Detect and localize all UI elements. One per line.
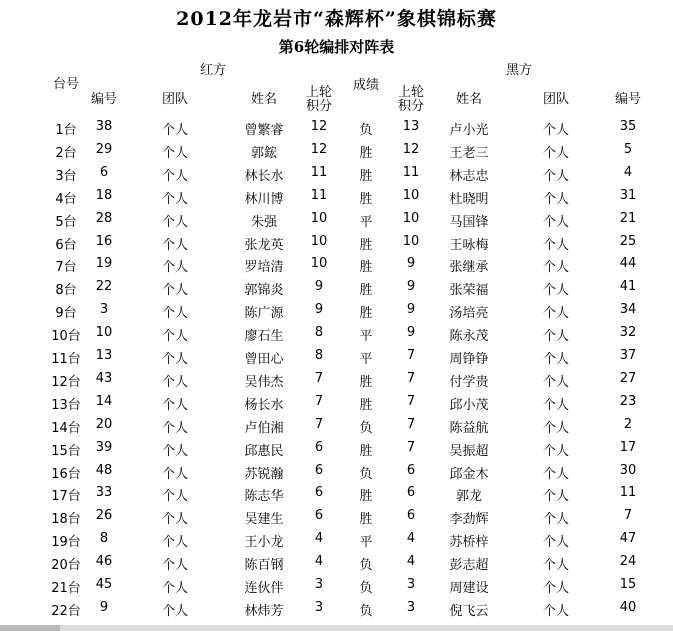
cell-board: 18台 — [51, 512, 81, 528]
cell-red-no: 10 — [95, 325, 113, 341]
cell-red-name: 朱强 — [250, 214, 277, 230]
cell-result: 平 — [359, 329, 373, 345]
cell-board: 14台 — [51, 420, 81, 436]
cell-black-name: 马国锋 — [449, 214, 489, 230]
cell-red-no: 8 — [99, 531, 109, 547]
cell-red-name: 吴伟杰 — [244, 374, 284, 390]
cell-red-no: 20 — [95, 416, 113, 432]
cell-black-points: 6 — [406, 485, 416, 501]
table-row — [0, 437, 673, 460]
cell-red-name: 郭鋐 — [250, 145, 277, 161]
table-row — [0, 345, 673, 368]
cell-red-points: 6 — [314, 508, 324, 524]
cell-black-points: 7 — [406, 416, 416, 432]
cell-red-team: 个人 — [161, 489, 188, 505]
cell-board: 13台 — [51, 397, 81, 413]
table-row — [0, 414, 673, 437]
cell-red-no: 43 — [95, 370, 113, 386]
cell-red-no: 39 — [95, 439, 113, 455]
cell-red-no: 22 — [95, 279, 113, 295]
header-red-no: 编号 — [90, 92, 117, 107]
cell-black-points: 3 — [406, 599, 416, 615]
cell-red-points: 8 — [314, 325, 324, 341]
page-subtitle: 第6轮编排对阵表 — [278, 38, 395, 56]
cell-black-points: 3 — [406, 577, 416, 592]
cell-black-team: 个人 — [542, 168, 569, 184]
cell-black-name: 汤培亮 — [449, 306, 489, 322]
cell-black-no: 34 — [619, 302, 637, 318]
cell-black-no: 30 — [619, 462, 637, 478]
cell-red-name: 张龙英 — [244, 237, 284, 253]
cell-result: 胜 — [359, 306, 373, 322]
cell-black-name: 彭志超 — [449, 558, 489, 574]
cell-red-name: 卢伯湘 — [244, 420, 284, 436]
cell-board: 3台 — [55, 168, 77, 184]
cell-black-no: 37 — [619, 348, 637, 363]
cell-black-team: 个人 — [542, 191, 569, 207]
cell-red-team: 个人 — [161, 123, 188, 138]
cell-red-name: 林川博 — [244, 191, 284, 207]
cell-red-points: 10 — [310, 210, 328, 226]
cell-red-team: 个人 — [161, 581, 188, 596]
cell-black-team: 个人 — [542, 603, 569, 619]
cell-red-team: 个人 — [161, 260, 188, 276]
cell-result: 胜 — [359, 283, 373, 299]
cell-result: 胜 — [359, 443, 373, 459]
cell-result: 胜 — [359, 397, 373, 413]
cell-black-points: 7 — [406, 393, 416, 409]
cell-board: 2台 — [55, 145, 77, 161]
cell-result: 胜 — [359, 374, 373, 390]
cell-black-no: 24 — [619, 554, 637, 570]
header-red-side: 红方 — [199, 63, 226, 78]
table-row — [0, 551, 673, 574]
cell-black-points: 6 — [406, 462, 416, 478]
header-black-name: 姓名 — [455, 92, 482, 107]
cell-red-points: 10 — [310, 256, 328, 272]
cell-red-no: 19 — [95, 256, 113, 272]
cell-red-points: 9 — [314, 279, 324, 295]
cell-black-no: 15 — [619, 577, 637, 592]
cell-red-name: 罗培清 — [244, 260, 284, 276]
table-row — [0, 231, 673, 254]
cell-black-name: 邱小茂 — [449, 397, 489, 413]
cell-board: 22台 — [51, 603, 81, 619]
cell-red-points: 6 — [314, 485, 324, 501]
cell-black-points: 7 — [406, 348, 416, 363]
cell-black-name: 杜晓明 — [449, 191, 489, 207]
cell-red-team: 个人 — [161, 329, 188, 345]
cell-black-team: 个人 — [542, 123, 569, 138]
cell-black-points: 9 — [406, 325, 416, 341]
cell-black-team: 个人 — [542, 306, 569, 322]
cell-black-name: 李劲辉 — [449, 512, 489, 528]
cell-board: 11台 — [51, 352, 81, 367]
table-row — [0, 253, 673, 276]
cell-black-no: 21 — [619, 210, 637, 226]
cell-result: 负 — [359, 420, 373, 436]
cell-black-name: 陈永茂 — [449, 329, 489, 345]
cell-board: 16台 — [51, 466, 81, 482]
cell-black-name: 周铮铮 — [449, 352, 489, 367]
cell-red-team: 个人 — [161, 466, 188, 482]
cell-black-no: 5 — [623, 141, 633, 157]
header-board: 台号 — [52, 77, 79, 92]
cell-red-team: 个人 — [161, 535, 188, 551]
cell-black-team: 个人 — [542, 581, 569, 596]
cell-black-no: 41 — [619, 279, 637, 295]
cell-black-points: 7 — [406, 370, 416, 386]
cell-red-name: 陈志华 — [244, 489, 284, 505]
cell-red-name: 廖石生 — [244, 329, 284, 345]
cell-red-team: 个人 — [161, 168, 188, 184]
cell-red-team: 个人 — [161, 306, 188, 322]
page-title: 2012年龙岩市“森辉杯”象棋锦标赛 — [176, 8, 497, 30]
cell-black-name: 付学贵 — [449, 374, 489, 390]
cell-board: 9台 — [55, 306, 77, 322]
cell-red-name: 吴建生 — [244, 512, 284, 528]
cell-black-points: 9 — [406, 279, 416, 295]
cell-black-team: 个人 — [542, 420, 569, 436]
header-result: 成绩 — [352, 78, 379, 93]
cell-red-points: 4 — [314, 554, 324, 570]
cell-red-points: 4 — [314, 531, 324, 547]
cell-board: 6台 — [55, 237, 77, 253]
cell-board: 7台 — [55, 260, 77, 276]
cell-red-points: 6 — [314, 439, 324, 455]
cell-red-team: 个人 — [161, 374, 188, 390]
cell-red-no: 3 — [99, 302, 109, 318]
cell-red-points: 8 — [314, 348, 324, 363]
cell-black-no: 4 — [623, 164, 633, 180]
cell-red-team: 个人 — [161, 283, 188, 299]
cell-board: 15台 — [51, 443, 81, 459]
cell-board: 8台 — [55, 283, 77, 299]
cell-red-name: 曾田心 — [244, 352, 284, 367]
cell-black-team: 个人 — [542, 260, 569, 276]
cell-red-name: 郭锦炎 — [244, 283, 284, 299]
cell-black-name: 陈益航 — [449, 420, 489, 436]
header-red-team: 团队 — [161, 92, 188, 107]
cell-red-points: 3 — [314, 599, 324, 615]
header-black-no: 编号 — [614, 92, 641, 107]
cell-black-no: 31 — [619, 187, 637, 203]
cell-black-no: 17 — [619, 439, 637, 455]
cell-red-points: 7 — [314, 370, 324, 386]
cell-black-name: 王咏梅 — [449, 237, 489, 253]
header-black-pts-line2: 积分 — [397, 99, 424, 114]
header-red-pts-line1: 上轮 — [305, 85, 332, 100]
cell-board: 1台 — [55, 123, 77, 138]
cell-result: 胜 — [359, 489, 373, 505]
cell-black-team: 个人 — [542, 329, 569, 345]
table-row — [0, 162, 673, 185]
cell-black-points: 7 — [406, 439, 416, 455]
table-row — [0, 208, 673, 231]
cell-red-team: 个人 — [161, 558, 188, 574]
cell-black-team: 个人 — [542, 397, 569, 413]
cell-black-team: 个人 — [542, 145, 569, 161]
cell-red-team: 个人 — [161, 420, 188, 436]
cell-result: 负 — [359, 558, 373, 574]
cell-black-no: 40 — [619, 599, 637, 615]
table-row — [0, 116, 673, 139]
cell-board: 4台 — [55, 191, 77, 207]
cell-black-team: 个人 — [542, 374, 569, 390]
cell-black-no: 47 — [619, 531, 637, 547]
table-row — [0, 322, 673, 345]
cell-red-team: 个人 — [161, 191, 188, 207]
cell-black-no: 32 — [619, 325, 637, 341]
cell-black-no: 35 — [619, 119, 637, 134]
cell-black-name: 张荣福 — [449, 283, 489, 299]
cell-red-no: 18 — [95, 187, 113, 203]
cell-result: 平 — [359, 535, 373, 551]
cell-black-points: 4 — [406, 554, 416, 570]
cell-red-team: 个人 — [161, 214, 188, 230]
cell-red-no: 46 — [95, 554, 113, 570]
cell-black-no: 25 — [619, 233, 637, 249]
header-red-name: 姓名 — [250, 92, 277, 107]
cell-result: 胜 — [359, 237, 373, 253]
cell-black-team: 个人 — [542, 558, 569, 574]
cell-red-points: 12 — [310, 119, 328, 134]
cell-black-name: 张继承 — [449, 260, 489, 276]
cell-red-no: 16 — [95, 233, 113, 249]
cell-red-no: 38 — [95, 119, 113, 134]
cell-black-name: 卢小光 — [449, 123, 489, 138]
table-row — [0, 368, 673, 391]
cell-red-points: 12 — [310, 141, 328, 157]
header-red-pts-line2: 积分 — [305, 99, 332, 114]
cell-black-points: 4 — [406, 531, 416, 547]
cell-red-name: 苏锐瀚 — [244, 466, 284, 482]
cell-black-name: 倪飞云 — [449, 603, 489, 619]
cell-board: 21台 — [51, 581, 81, 596]
cell-red-name: 连伙伴 — [244, 581, 284, 596]
cell-red-points: 9 — [314, 302, 324, 318]
table-row — [0, 391, 673, 414]
cell-red-team: 个人 — [161, 397, 188, 413]
cell-board: 20台 — [51, 558, 81, 574]
table-row — [0, 574, 673, 597]
table-row — [0, 276, 673, 299]
cell-result: 胜 — [359, 191, 373, 207]
cell-board: 17台 — [51, 489, 81, 505]
cell-red-no: 28 — [95, 210, 113, 226]
table-row — [0, 528, 673, 551]
cell-black-no: 44 — [619, 256, 637, 272]
cell-red-no: 29 — [95, 141, 113, 157]
cell-result: 胜 — [359, 512, 373, 528]
cell-black-name: 吴振超 — [449, 443, 489, 459]
cell-board: 10台 — [51, 329, 81, 345]
cell-black-team: 个人 — [542, 535, 569, 551]
cell-red-points: 6 — [314, 462, 324, 478]
cell-black-team: 个人 — [542, 237, 569, 253]
cell-red-team: 个人 — [161, 443, 188, 459]
cell-black-name: 周建设 — [449, 581, 489, 596]
cell-red-points: 7 — [314, 393, 324, 409]
cell-red-no: 48 — [95, 462, 113, 478]
cell-black-no: 27 — [619, 370, 637, 386]
cell-red-team: 个人 — [161, 237, 188, 253]
cell-red-name: 杨长水 — [244, 397, 284, 413]
cell-board: 19台 — [51, 535, 81, 551]
table-row — [0, 185, 673, 208]
cell-red-team: 个人 — [161, 603, 188, 619]
cell-black-team: 个人 — [542, 489, 569, 505]
cell-red-name: 林炜芳 — [244, 603, 284, 619]
cell-red-name: 林长水 — [244, 168, 284, 184]
cell-red-name: 王小龙 — [244, 535, 284, 551]
cell-black-team: 个人 — [542, 443, 569, 459]
table-row — [0, 299, 673, 322]
header-black-pts-line1: 上轮 — [397, 85, 424, 100]
cell-black-points: 10 — [402, 233, 420, 249]
cell-black-team: 个人 — [542, 466, 569, 482]
cell-red-name: 曾繁睿 — [244, 123, 284, 138]
cell-red-points: 3 — [314, 577, 324, 592]
cell-black-points: 10 — [402, 187, 420, 203]
cell-red-no: 26 — [95, 508, 113, 524]
cell-result: 负 — [359, 581, 373, 596]
cell-red-team: 个人 — [161, 512, 188, 528]
table-row — [0, 139, 673, 162]
header-black-team: 团队 — [542, 92, 569, 107]
header-black-side: 黑方 — [505, 63, 532, 78]
cell-result: 平 — [359, 214, 373, 230]
status-bar — [0, 625, 673, 631]
cell-red-name: 陈广源 — [244, 306, 284, 322]
table-row — [0, 597, 673, 620]
cell-red-points: 10 — [310, 233, 328, 249]
cell-red-points: 11 — [310, 187, 328, 203]
cell-red-name: 陈百钢 — [244, 558, 284, 574]
cell-red-name: 邱惠民 — [244, 443, 284, 459]
cell-result: 胜 — [359, 168, 373, 184]
cell-black-points: 9 — [406, 302, 416, 318]
cell-result: 胜 — [359, 260, 373, 276]
cell-red-no: 33 — [95, 485, 113, 501]
status-bar-segment — [0, 625, 60, 631]
cell-red-no: 13 — [95, 348, 113, 363]
cell-black-name: 郭龙 — [455, 489, 482, 505]
table-row — [0, 505, 673, 528]
cell-result: 胜 — [359, 145, 373, 161]
cell-black-team: 个人 — [542, 283, 569, 299]
cell-black-name: 林志忠 — [449, 168, 489, 184]
cell-black-points: 10 — [402, 210, 420, 226]
cell-red-no: 6 — [99, 164, 109, 180]
cell-result: 负 — [359, 466, 373, 482]
cell-result: 平 — [359, 352, 373, 367]
cell-black-name: 王老三 — [449, 145, 489, 161]
cell-black-no: 23 — [619, 393, 637, 409]
cell-red-no: 14 — [95, 393, 113, 409]
table-row — [0, 460, 673, 483]
cell-board: 12台 — [51, 374, 81, 390]
cell-black-points: 13 — [402, 119, 420, 134]
cell-black-name: 邱金木 — [449, 466, 489, 482]
cell-result: 负 — [359, 603, 373, 619]
cell-black-team: 个人 — [542, 512, 569, 528]
cell-black-points: 11 — [402, 164, 420, 180]
cell-result: 负 — [359, 123, 373, 138]
cell-black-team: 个人 — [542, 214, 569, 230]
cell-black-name: 苏桥梓 — [449, 535, 489, 551]
cell-black-points: 6 — [406, 508, 416, 524]
table-row — [0, 482, 673, 505]
cell-red-team: 个人 — [161, 352, 188, 367]
cell-red-team: 个人 — [161, 145, 188, 161]
cell-black-team: 个人 — [542, 352, 569, 367]
cell-red-no: 9 — [99, 599, 109, 615]
cell-black-no: 11 — [619, 485, 637, 501]
cell-black-no: 2 — [623, 416, 633, 432]
cell-red-points: 11 — [310, 164, 328, 180]
cell-red-points: 7 — [314, 416, 324, 432]
cell-red-no: 45 — [95, 577, 113, 592]
cell-black-points: 9 — [406, 256, 416, 272]
cell-black-points: 12 — [402, 141, 420, 157]
cell-black-no: 7 — [623, 508, 633, 524]
cell-board: 5台 — [55, 214, 77, 230]
